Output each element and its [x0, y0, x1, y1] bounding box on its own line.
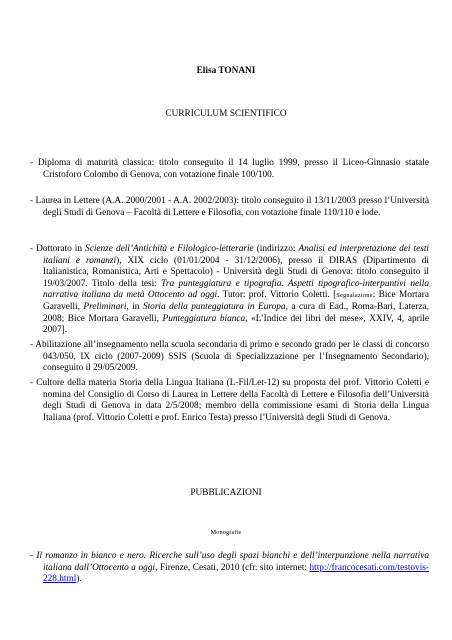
cv-item-dottorato — [30, 244, 429, 337]
text-segment: , Firenze, Cesati, 2010 (cfr. sito internet: — [155, 562, 310, 573]
text-segment: : Bice Mortara Garavelli, — [43, 290, 429, 312]
italic-segment: Storia della punteggiatura in Europa — [142, 301, 286, 312]
cv-item-abilitazione: - Abilitazione all’insegnamento nella scuola secondaria di primo e secondo grado per le classi di concorso 043/050, IX ciclo (2007-2009) SSIS (Scuola di Specializzazione per l’Insegnamento Secondario), conseguito il 29/05/2009. — [30, 340, 429, 374]
cv-item-cultore: - Cultore della materia Storia della Lingua Italiana (L-Fil/Let-12) su proposta del prof. Vittorio Coletti e nomina del Consiglio di Corso di Laurea in Lettere della Facoltà di Lettere e Filosofia dell’Università degli Studi di Genova in data 2/5/2008; membro della commissione esami di Storia della Lingua Italiana (prof. Vittorio Coletti e prof. Enrico Testa) presso l’Università degli Studi di Genova. — [30, 378, 429, 423]
cv-item-laurea: - Laurea in Lettere (A.A. 2000/2001 - A.A. 2002/2003): titolo conseguito il 13/11/2003 presso l’Università degli Studi di Genova – Facoltà di Lettere e Filosofia, con votazione finale 110/110 e lode. — [30, 196, 429, 218]
cv-title: CURRICULUM SCIENTIFICO — [165, 109, 287, 119]
publisher-link[interactable]: http://francocesati.com/testovis-228.html — [43, 562, 430, 585]
monografie-heading: Monografie — [210, 529, 242, 536]
book-title: Il romanzo in bianco e nero. Ricerche sull’uso degli spazi bianchi e dell’interpunzione nella narrativa italiana dall’Ottocento a oggi — [36, 551, 430, 573]
italic-segment: Preliminari — [83, 301, 127, 312]
thesis-title: Tra punteggiatura e tipografia. Aspetti tipografico-interpuntivi nella narrativa italiana da metà Ottocento ad oggi — [43, 278, 430, 301]
text-segment: , «L’Indice dei libri del mese», XXIV, 4, aprile 2007]. — [43, 313, 429, 336]
text-segment: , a cura di Ead., Roma-Bari, Laterza, 2008; Bice Mortara Garavelli, — [43, 301, 429, 324]
cv-item-diploma: - Diploma di maturità classica: titolo conseguito il 14 luglio 1999, presso il Liceo-Ginnasio statale Cristoforo Colombo di Genova, con votazione finale 100/100. — [30, 158, 429, 180]
italic-segment: Scienze dell’Antichità e Filologico-letterarie — [85, 244, 254, 254]
text-segment: , in — [126, 301, 143, 312]
publications-title: PUBBLICAZIONI — [190, 488, 262, 498]
text-segment: . Tutor: prof. Vittorio Coletti. [ — [217, 290, 337, 301]
publication-item — [30, 551, 429, 586]
italic-segment: Punteggiatura bianca — [162, 313, 246, 324]
text-segment: - Dottorato in — [30, 244, 86, 254]
text-segment: ), XIX ciclo (01/01/2004 - 31/12/2006), presso il DIRAS (Dipartimento di Italianistica, Romanistica, Arti e Spettacolo) - Università degli Studi di Genova: titolo conseguito il 19/03/2007. Titolo della tesi: — [43, 255, 429, 289]
italic-segment: Analisi ed interpretazione dei testi italiani e romanzi — [43, 244, 429, 266]
segnalazione-label: Segnalazione — [336, 292, 373, 300]
author-name: Elisa TONANI — [196, 66, 256, 76]
text-segment: - — [30, 551, 37, 561]
text-segment: ). — [76, 574, 82, 585]
text-segment: (indirizzo: — [253, 244, 299, 254]
